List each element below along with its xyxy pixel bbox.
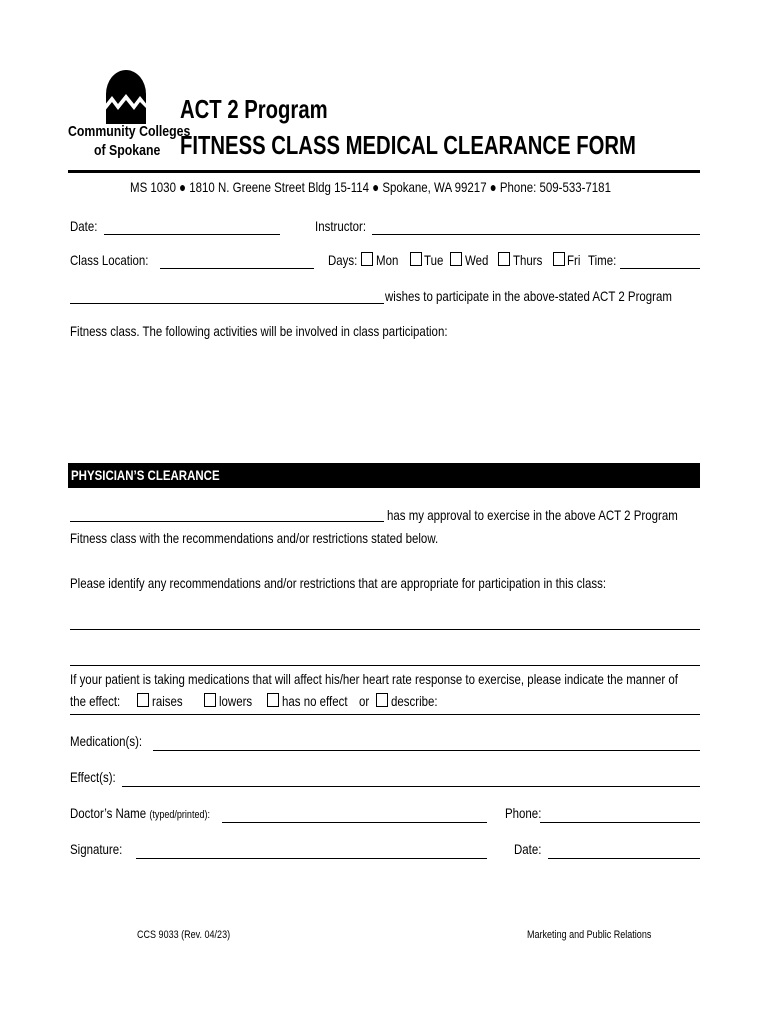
time-field[interactable]	[620, 268, 700, 269]
doctor-label: Doctor’s Name	[70, 805, 147, 821]
option-lowers: lowers	[219, 693, 253, 709]
restrictions-line-2[interactable]	[70, 665, 700, 666]
patient-name-field[interactable]	[70, 521, 384, 522]
class-location-field[interactable]	[160, 268, 314, 269]
signature-date-field[interactable]	[548, 858, 700, 859]
effect-label: the effect:	[70, 693, 121, 709]
checkbox-no-effect[interactable]	[267, 693, 279, 707]
medications-field[interactable]	[153, 750, 700, 751]
effects-field[interactable]	[122, 786, 700, 787]
date-label: Date:	[70, 218, 98, 234]
footer-dept: Marketing and Public Relations	[527, 929, 652, 941]
doctor-name-label	[70, 805, 210, 823]
fitness-text: Fitness class. The following activities will be involved in class participation:	[70, 323, 448, 339]
program-title: ACT 2 Program	[180, 94, 328, 124]
address-line: MS 1030 ● 1810 N. Greene Street Bldg 15-114 ● Spokane, WA 99217 ● Phone: 509-533-7181	[130, 179, 611, 195]
college-logo-icon	[100, 66, 152, 128]
day-thurs: Thurs	[513, 252, 543, 268]
checkbox-lowers[interactable]	[204, 693, 216, 707]
doctor-sub-label: (typed/printed):	[149, 809, 211, 821]
medication-text: If your patient is taking medications that will affect his/her heart rate response to exercise, please indicate the manner of	[70, 671, 678, 687]
phone-field[interactable]	[540, 822, 700, 823]
logo-line2: of Spokane	[94, 142, 161, 159]
option-no-effect: has no effect	[282, 693, 348, 709]
form-code: CCS 9033 (Rev. 04/23)	[137, 929, 231, 941]
approval-text: has my approval to exercise in the above ACT 2 Program	[387, 507, 678, 523]
header-rule	[68, 170, 700, 173]
checkbox-fri[interactable]	[553, 252, 565, 266]
identify-text: Please identify any recommendations and/or restrictions that are appropriate for participation in this class:	[70, 575, 607, 591]
phone-label: Phone:	[505, 805, 542, 821]
date-field[interactable]	[104, 234, 280, 235]
participant-name-field[interactable]	[70, 303, 384, 304]
physician-section-bar	[68, 463, 700, 488]
option-describe: describe:	[391, 693, 438, 709]
checkbox-mon[interactable]	[361, 252, 373, 266]
day-mon: Mon	[376, 252, 399, 268]
wishes-text: wishes to participate in the above-stated ACT 2 Program	[385, 288, 672, 304]
signature-label: Signature:	[70, 841, 123, 857]
form-title: FITNESS CLASS MEDICAL CLEARANCE FORM	[180, 130, 636, 160]
effects-label: Effect(s):	[70, 769, 116, 785]
physician-heading: PHYSICIAN’S CLEARANCE	[71, 467, 220, 483]
medications-label: Medication(s):	[70, 733, 143, 749]
approval-text-2: Fitness class with the recommendations and/or restrictions stated below.	[70, 530, 439, 546]
option-raises: raises	[152, 693, 183, 709]
instructor-label: Instructor:	[315, 218, 367, 234]
signature-field[interactable]	[136, 858, 487, 859]
checkbox-wed[interactable]	[450, 252, 462, 266]
restrictions-line-1[interactable]	[70, 629, 700, 630]
describe-line[interactable]	[70, 714, 700, 715]
day-fri: Fri	[567, 252, 581, 268]
signature-date-label: Date:	[514, 841, 542, 857]
day-tue: Tue	[424, 252, 444, 268]
or-text: or	[359, 693, 370, 709]
logo-line1: Community Colleges	[68, 123, 191, 140]
checkbox-describe[interactable]	[376, 693, 388, 707]
days-label: Days:	[328, 252, 358, 268]
checkbox-tue[interactable]	[410, 252, 422, 266]
doctor-name-field[interactable]	[222, 822, 487, 823]
class-location-label: Class Location:	[70, 252, 149, 268]
checkbox-thurs[interactable]	[498, 252, 510, 266]
day-wed: Wed	[465, 252, 489, 268]
time-label: Time:	[588, 252, 617, 268]
instructor-field[interactable]	[372, 234, 700, 235]
checkbox-raises[interactable]	[137, 693, 149, 707]
